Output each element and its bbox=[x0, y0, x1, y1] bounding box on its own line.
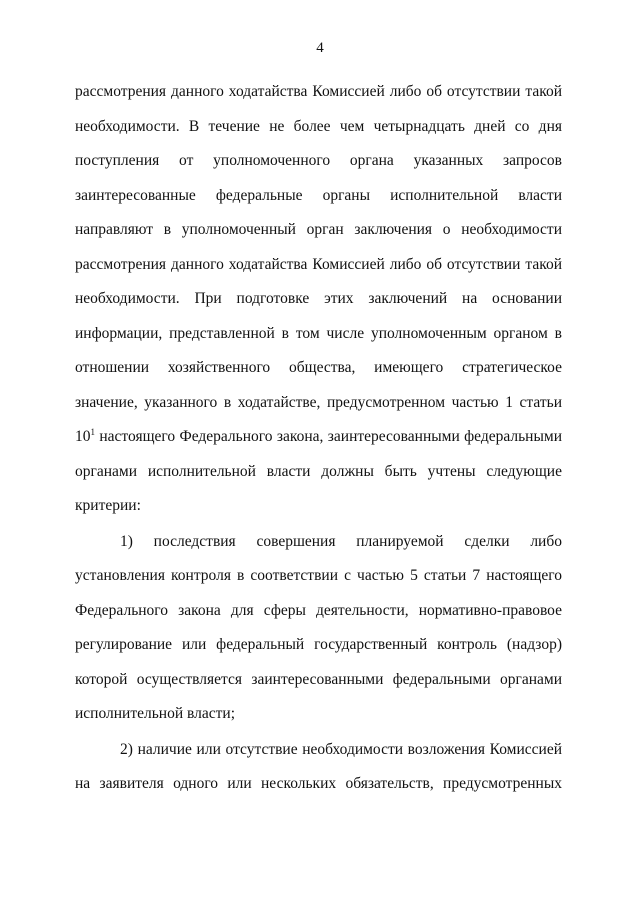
superscript-article-number: 1 bbox=[90, 426, 95, 437]
paragraph-text-continued: настоящего Федерального закона, заинтересованными федеральными органами исполнительной власти должны быть учтены следующие критерии: bbox=[75, 428, 562, 514]
paragraph-criterion-2: 2) наличие или отсутствие необходимости возложения Комиссией на заявителя одного или нескольких обязательств, предусмотренных bbox=[75, 740, 562, 792]
document-body bbox=[75, 75, 562, 802]
page-number: 4 bbox=[316, 40, 324, 56]
paragraph-criteria-intro bbox=[75, 75, 562, 524]
paragraph-text: рассмотрения данного ходатайства Комиссией либо об отсутствии такой необходимости. В течение не более чем четырнадцать дней со дня поступления от уполномоченного органа указанных запросов заинтересованные федеральные органы исполнительной власти направляют в уполномоченный орган заключения о необходимости рассмотрения данного ходатайства Комиссией либо об отсутствии такой необходимости. При подготовке этих заключений на основании информации, представленной в том числе уполномоченным органом в отношении хозяйственного общества, имеющего стратегическое значение, указанного в ходатайстве, предусмотренном частью 1 статьи 10 bbox=[75, 83, 562, 445]
paragraph-criterion-1: 1) последствия совершения планируемой сделки либо установления контроля в соответствии с частью 5 статьи 7 настоящего Федерального закона для сферы деятельности, нормативно-правовое регулирование или федеральный государственный контроль (надзор) которой осуществляется заинтересованными федеральными органами исполнительной власти; bbox=[75, 532, 562, 722]
